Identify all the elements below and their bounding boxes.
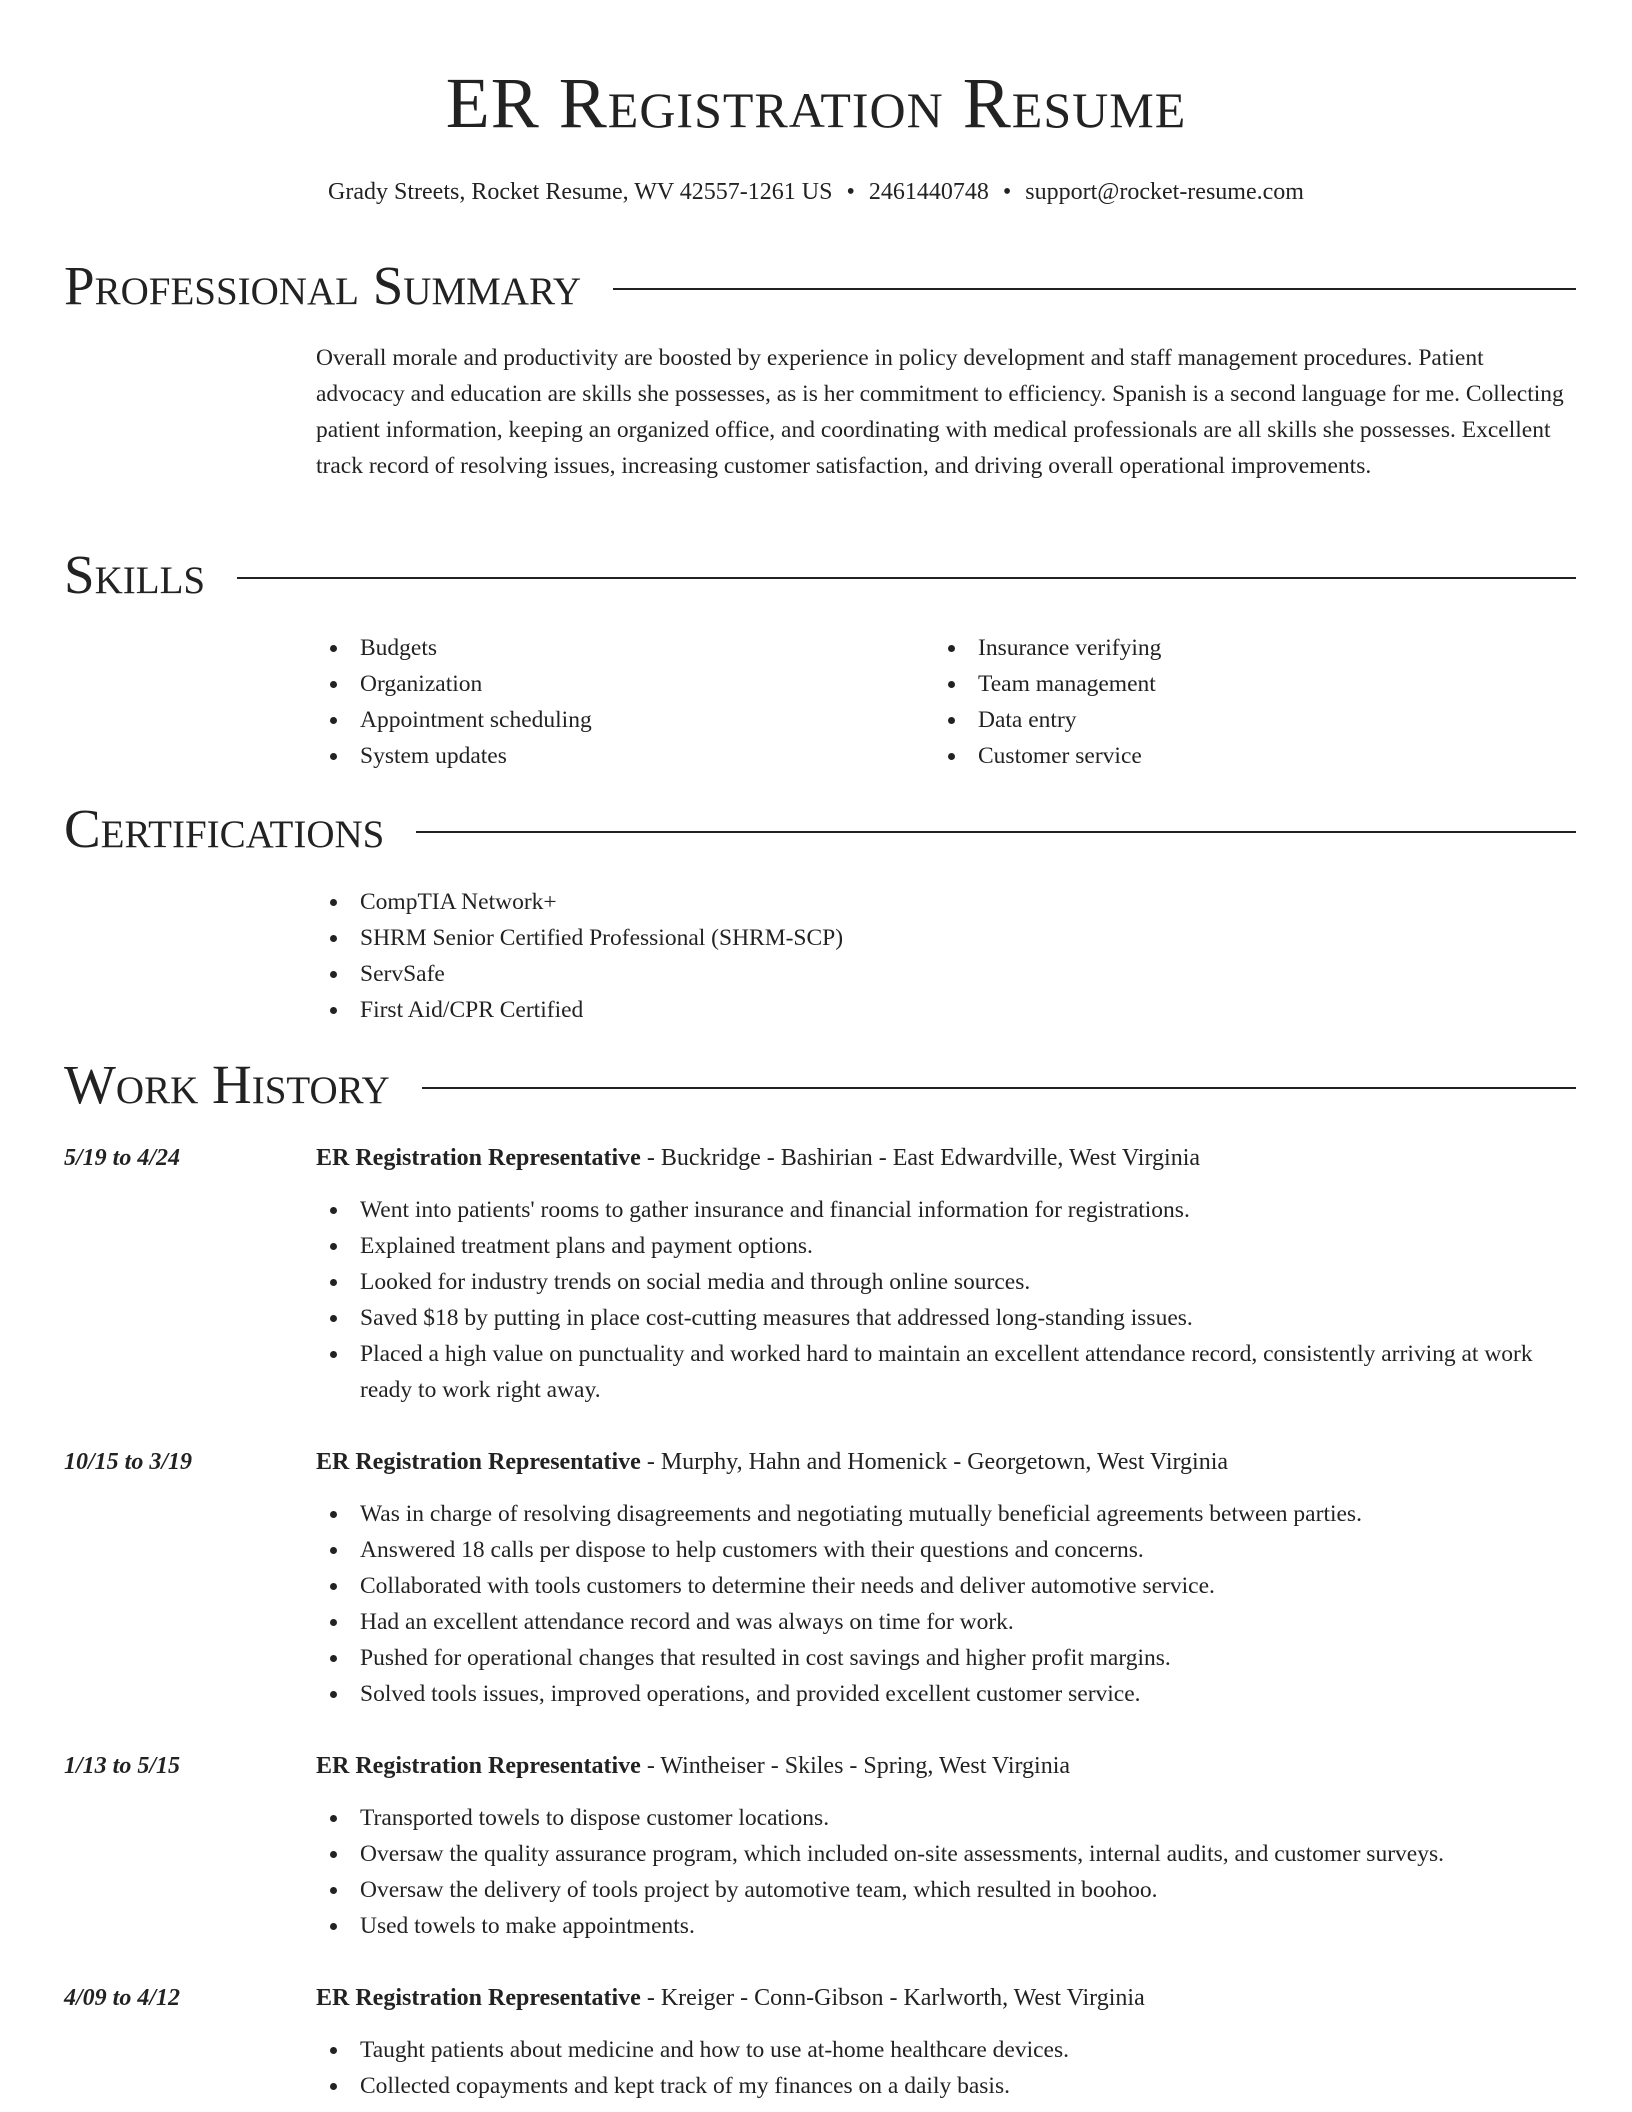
- certification-item: CompTIA Network+: [316, 884, 843, 920]
- contact-phone: 2461440748: [868, 179, 989, 205]
- job-heading: [316, 1980, 1145, 2016]
- job-duty-item: Placed a high value on punctuality and worked hard to maintain an excellent attendance record, consistently arriving at work ready to work right away.: [316, 1336, 1576, 1408]
- section-header-summary: [64, 251, 1576, 321]
- job-title: ER Registration Representative: [316, 1985, 641, 2011]
- job-employer: - Wintheiser - Skiles - Spring, West Virginia: [640, 1753, 1071, 1779]
- job-dates: 1/13 to 5/15: [64, 1753, 181, 1779]
- skill-item: Data entry: [934, 702, 1161, 738]
- certification-item: ServSafe: [316, 956, 843, 992]
- section-divider: [237, 577, 1576, 579]
- job-employer: - Murphy, Hahn and Homenick - Georgetown, West Virginia: [640, 1449, 1229, 1475]
- section-header-work-history: [64, 1050, 1576, 1120]
- section-header-certifications: [64, 794, 1576, 864]
- certifications-list: [316, 884, 843, 1028]
- job-employer: - Buckridge - Bashirian - East Edwardville, West Virginia: [640, 1145, 1201, 1171]
- job-heading: [316, 1444, 1228, 1480]
- section-divider: [613, 288, 1576, 290]
- contact-email[interactable]: support@rocket-resume.com: [1025, 179, 1304, 205]
- skill-item: Insurance verifying: [934, 630, 1161, 666]
- summary-text: Overall morale and productivity are boosted by experience in policy development and staff management procedures. Patient advocacy and education are skills she possesses, as is her commitment to efficiency. Spanish is a second language for me. Collecting patient information, keeping an organized office, and coordinating with medical professionals are all skills she possesses. Excellent track record of resolving issues, increasing customer satisfaction, and driving overall operational improvements.: [316, 345, 1564, 479]
- job-title: ER Registration Representative: [316, 1449, 641, 1475]
- job-title: ER Registration Representative: [316, 1145, 641, 1171]
- section-header-skills: [64, 540, 1576, 610]
- job-duty-item: Transported towels to dispose customer locations.: [316, 1800, 1576, 1836]
- section-title: Professional Summary: [64, 255, 582, 316]
- job-dates: 5/19 to 4/24: [64, 1145, 181, 1171]
- job-duties: [316, 1192, 1576, 1408]
- job-duty-item: Explained treatment plans and payment options.: [316, 1228, 1576, 1264]
- skill-item: System updates: [316, 738, 592, 774]
- job-title: ER Registration Representative: [316, 1753, 641, 1779]
- skills-list-left: [316, 630, 592, 774]
- job-duty-item: Collaborated with tools customers to determine their needs and deliver automotive service.: [316, 1568, 1576, 1604]
- contact-address: Grady Streets, Rocket Resume, WV 42557-1261 US: [328, 179, 833, 205]
- section-title: Work History: [64, 1054, 390, 1115]
- job-duties: [316, 2032, 1576, 2104]
- job-duty-item: Went into patients' rooms to gather insurance and financial information for registrations.: [316, 1192, 1576, 1228]
- skill-item: Budgets: [316, 630, 592, 666]
- job-dates: 4/09 to 4/12: [64, 1985, 181, 2011]
- contact-line: [0, 176, 1632, 208]
- job-dates: 10/15 to 3/19: [64, 1449, 193, 1475]
- resume-title: ER Registration Resume: [445, 63, 1187, 143]
- job-duty-item: Oversaw the quality assurance program, which included on-site assessments, internal audits, and customer surveys.: [316, 1836, 1576, 1872]
- section-divider: [422, 1087, 1576, 1089]
- job-duty-item: Used towels to make appointments.: [316, 1908, 1576, 1944]
- skill-item: Appointment scheduling: [316, 702, 592, 738]
- contact-separator: •: [1002, 179, 1012, 205]
- skill-item: Team management: [934, 666, 1161, 702]
- skills-list-right: [934, 630, 1161, 774]
- job-duty-item: Was in charge of resolving disagreements and negotiating mutually beneficial agreements between parties.: [316, 1496, 1576, 1532]
- job-duty-item: Oversaw the delivery of tools project by automotive team, which resulted in boohoo.: [316, 1872, 1576, 1908]
- job-duties: [316, 1800, 1576, 1944]
- job-employer: - Kreiger - Conn-Gibson - Karlworth, West Virginia: [640, 1985, 1145, 2011]
- job-heading: [316, 1748, 1070, 1784]
- job-duty-item: Answered 18 calls per dispose to help customers with their questions and concerns.: [316, 1532, 1576, 1568]
- skill-item: Organization: [316, 666, 592, 702]
- job-duty-item: Taught patients about medicine and how to use at-home healthcare devices.: [316, 2032, 1576, 2068]
- section-title: Skills: [64, 544, 206, 605]
- job-duty-item: Pushed for operational changes that resulted in cost savings and higher profit margins.: [316, 1640, 1576, 1676]
- certification-item: First Aid/CPR Certified: [316, 992, 843, 1028]
- contact-separator: •: [846, 179, 855, 205]
- skill-item: Customer service: [934, 738, 1161, 774]
- section-divider: [416, 831, 1576, 833]
- job-duty-item: Solved tools issues, improved operations, and provided excellent customer service.: [316, 1676, 1576, 1712]
- job-duty-item: Had an excellent attendance record and was always on time for work.: [316, 1604, 1576, 1640]
- section-title: Certifications: [64, 798, 385, 859]
- job-duties: [316, 1496, 1576, 1712]
- job-heading: [316, 1140, 1200, 1176]
- job-duty-item: Saved $18 by putting in place cost-cutting measures that addressed long-standing issues.: [316, 1300, 1576, 1336]
- job-duty-item: Looked for industry trends on social media and through online sources.: [316, 1264, 1576, 1300]
- certification-item: SHRM Senior Certified Professional (SHRM-SCP): [316, 920, 843, 956]
- job-duty-item: Collected copayments and kept track of my finances on a daily basis.: [316, 2068, 1576, 2104]
